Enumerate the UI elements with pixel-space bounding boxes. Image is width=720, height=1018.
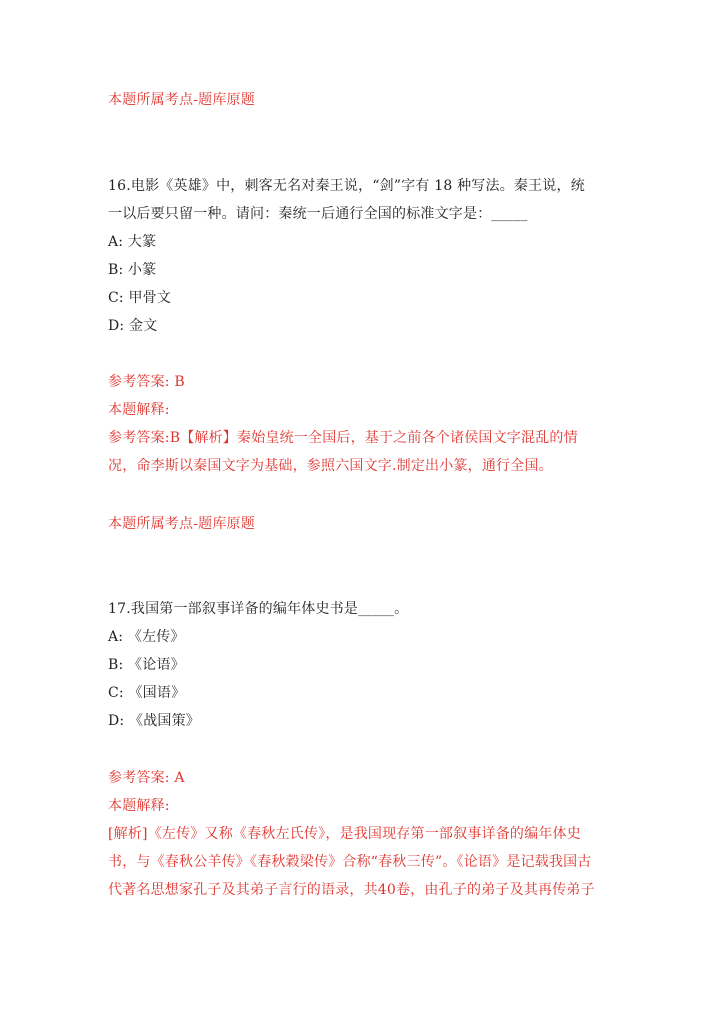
question-16-option-c: C: 甲骨文 — [108, 290, 172, 306]
question-16-explain-label: 本题解释: — [108, 402, 170, 418]
question-17-explanation-line1: [解析]《左传》又称《春秋左氏传》，是我国现存第一部叙事详备的编年体史 — [108, 826, 581, 842]
question-16-option-d: D: 金文 — [108, 318, 158, 334]
question-17-explain-label: 本题解释: — [108, 798, 170, 814]
question-17-explanation-line2: 书，与《春秋公羊传》《春秋穀梁传》合称“春秋三传”。《论语》是记载我国古 — [108, 854, 592, 870]
question-17-explanation-line3: 代著名思想家孔子及其弟子言行的语录，共40卷，由孔子的弟子及其再传弟子 — [108, 882, 595, 898]
question-16-text-line1: 16.电影《英雄》中，刺客无名对秦王说，“剑”字有 18 种写法。秦王说，统 — [108, 178, 585, 194]
question-17-answer: 参考答案: A — [108, 770, 185, 786]
question-17-option-b: B: 《论语》 — [108, 657, 185, 673]
question-16-option-b: B: 小篆 — [108, 262, 157, 278]
question-16-explanation-line1: 参考答案:B【解析】秦始皇统一全国后，基于之前各个诸侯国文字混乱的情 — [108, 430, 578, 446]
question-16-source: 本题所属考点-题库原题 — [108, 516, 255, 532]
topic-source: 本题所属考点-题库原题 — [108, 92, 255, 108]
question-17-text-line1: 17.我国第一部叙事详备的编年体史书是_____。 — [108, 601, 409, 617]
question-17-option-c: C: 《国语》 — [108, 685, 186, 701]
question-16-option-a: A: 大篆 — [108, 234, 157, 250]
question-16-explanation-line2: 况，命李斯以秦国文字为基础，参照六国文字.制定出小篆，通行全国。 — [108, 458, 553, 474]
question-16-text-line2: 一以后要只留一种。请问：秦统一后通行全国的标准文字是：_____ — [108, 206, 528, 222]
question-17-option-d: D: 《战国策》 — [108, 713, 200, 729]
question-17-option-a: A: 《左传》 — [108, 629, 185, 645]
question-16-answer: 参考答案: B — [108, 374, 185, 390]
